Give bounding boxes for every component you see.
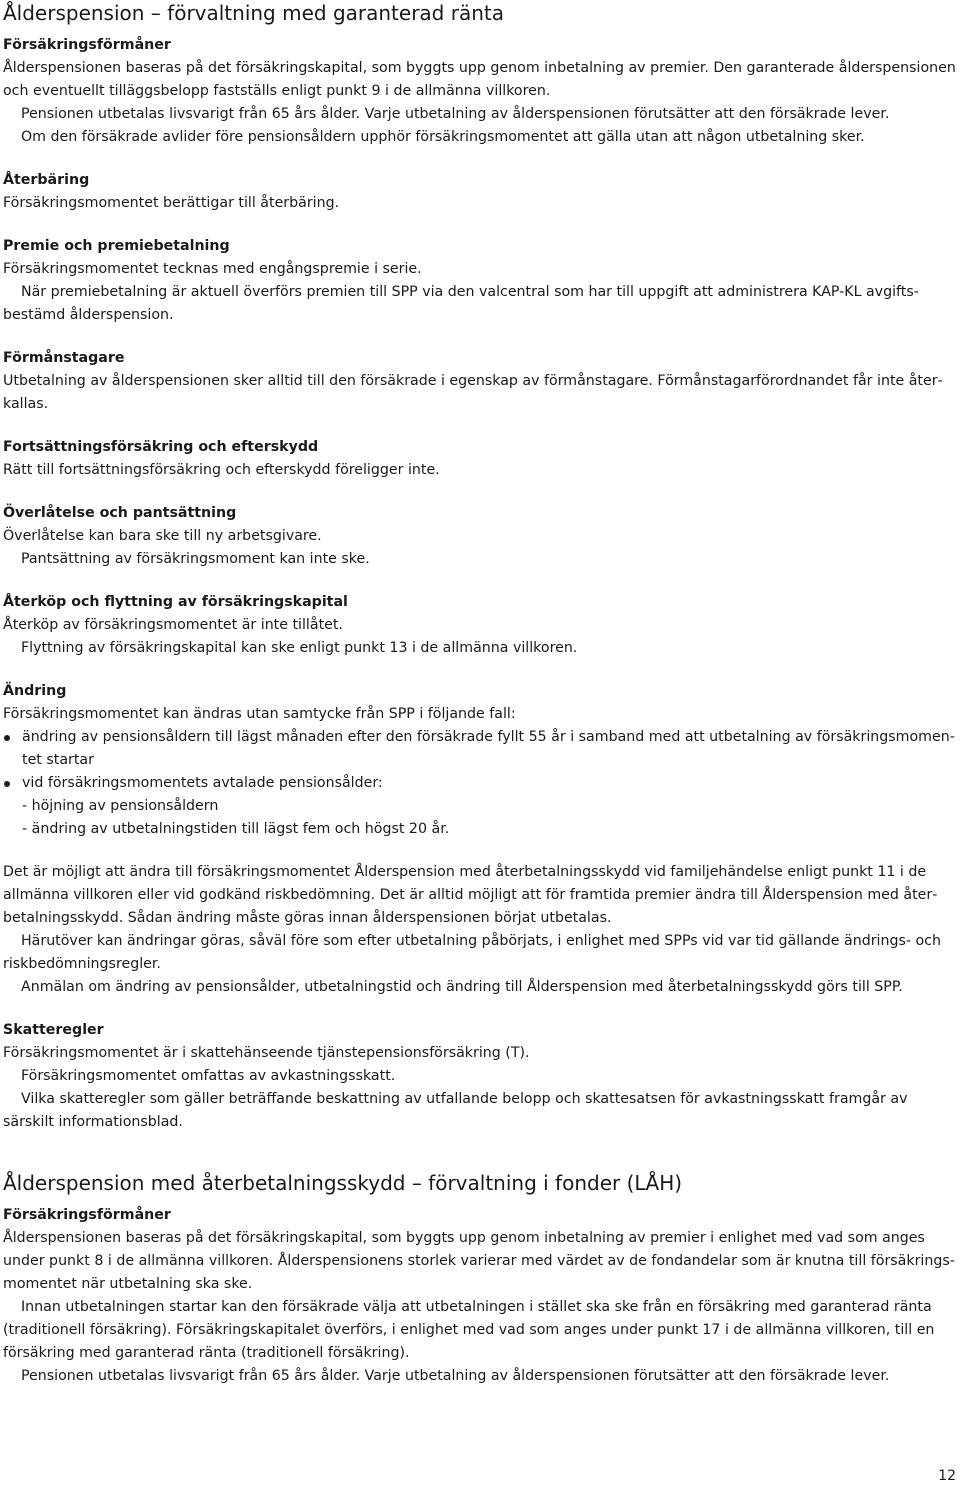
- section-title-funds: Ålderspension med återbetalningsskydd – förvaltning i fonder (LÅH): [3, 1171, 683, 1195]
- paragraph: Vilka skatteregler som gäller beträffande beskattning av utfallande belopp och skattesatsen för avkastningsskatt framgår av särskilt informationsblad.: [3, 1091, 908, 1130]
- paragraph: Flyttning av försäkringskapital kan ske enligt punkt 13 i de allmänna villkoren.: [21, 640, 578, 656]
- paragraph: Innan utbetalningen startar kan den försäkrade välja att utbetalningen i stället ska ske från en försäkring med garanterad ränta (traditionell försäkring). Försäkringskapitalet överförs, i enlighet med vad som anges under punkt 17 i de allmänna villkoren, till en försäkring med garanterad ränta (traditionell försäkring).: [3, 1299, 935, 1361]
- section-aterkop: [3, 591, 958, 660]
- paragraph: Överlåtelse kan bara ske till ny arbetsgivare.: [3, 528, 322, 544]
- heading-andring: Ändring: [3, 683, 67, 699]
- section-overlatelse: [3, 502, 958, 571]
- paragraph: Pantsättning av försäkringsmoment kan inte ske.: [21, 551, 370, 567]
- list-item-text: ändring av pensionsåldern till lägst månaden efter den försäkrade fyllt 55 år i samband med att utbetalning av försäkringsmomentet startar: [22, 729, 955, 768]
- page-number: 12: [938, 1468, 956, 1484]
- bullet-list: [3, 726, 958, 795]
- heading-formaner: Försäkringsförmåner: [3, 1207, 171, 1223]
- paragraph: Ålderspensionen baseras på det försäkringskapital, som byggts upp genom inbetalning av premier. Den garanterade ålderspensionen och eventuellt tilläggsbelopp fastställs enligt punkt 9 i de allmänna villkoren.: [3, 60, 956, 99]
- bullet-icon: [4, 781, 10, 787]
- paragraph: Försäkringsmomentet berättigar till återbäring.: [3, 195, 340, 211]
- paragraph: Utbetalning av ålderspensionen sker alltid till den försäkrade i egenskap av förmånstagare. Förmånstagarförordnandet får inte återkallas.: [3, 373, 943, 412]
- spacer: [3, 841, 958, 861]
- section-formaner-funds: [3, 1204, 958, 1388]
- section-aterbaring: [3, 169, 958, 215]
- heading-skatteregler: Skatteregler: [3, 1022, 104, 1038]
- list-item-text: vid försäkringsmomentets avtalade pensionsålder:: [22, 775, 383, 791]
- heading-formaner: Försäkringsförmåner: [3, 37, 171, 53]
- paragraph: Pensionen utbetalas livsvarigt från 65 års ålder. Varje utbetalning av ålderspensionen förutsätter att den försäkrade lever.: [21, 1368, 890, 1384]
- paragraph: Om den försäkrade avlider före pensionsåldern upphör försäkringsmomentet att gälla utan att någon utbetalning sker.: [21, 129, 865, 145]
- paragraph: Rätt till fortsättningsförsäkring och efterskydd föreligger inte.: [3, 462, 440, 478]
- list-item: [3, 772, 958, 795]
- heading-aterkop: Återköp och flyttning av försäkringskapital: [3, 594, 348, 610]
- section-skatteregler: [3, 1019, 958, 1134]
- paragraph: När premiebetalning är aktuell överförs premien till SPP via den valcentral som har till uppgift att administrera KAP-KL avgiftsbestämd ålderspension.: [3, 284, 919, 323]
- heading-formanstagare: Förmånstagare: [3, 350, 125, 366]
- heading-fortsattning: Fortsättningsförsäkring och efterskydd: [3, 439, 319, 455]
- heading-overlatelse: Överlåtelse och pantsättning: [3, 505, 237, 521]
- bullet-icon: [4, 735, 10, 741]
- document-page: [3, 0, 958, 1408]
- paragraph: Det är möjligt att ändra till försäkringsmomentet Ålderspension med återbetalningsskydd vid familjehändelse enligt punkt 11 i de allmänna villkoren eller vid godkänd riskbedömning. Det är alltid möjligt att för framtida premier ändra till Ålderspension med återbetalningsskydd. Sådan ändring måste göras innan ålderspensionen börjat utbetalas.: [3, 864, 938, 926]
- section-title-guaranteed: Ålderspension – förvaltning med garanterad ränta: [3, 1, 504, 25]
- section-formanstagare: [3, 347, 958, 416]
- sub-item: - höjning av pensionsåldern: [22, 798, 219, 814]
- paragraph: Försäkringsmomentet omfattas av avkastningsskatt.: [21, 1068, 396, 1084]
- paragraph: Försäkringsmomentet är i skattehänseende tjänstepensionsförsäkring (T).: [3, 1045, 530, 1061]
- paragraph: Återköp av försäkringsmomentet är inte tillåtet.: [3, 617, 343, 633]
- paragraph: Pensionen utbetalas livsvarigt från 65 års ålder. Varje utbetalning av ålderspensionen förutsätter att den försäkrade lever.: [21, 106, 890, 122]
- heading-aterbaring: Återbäring: [3, 172, 90, 188]
- list-item: [3, 726, 958, 772]
- section-premie: [3, 235, 958, 327]
- sub-item: - ändring av utbetalningstiden till lägst fem och högst 20 år.: [22, 821, 450, 837]
- paragraph: Anmälan om ändring av pensionsålder, utbetalningstid och ändring till Ålderspension med återbetalningsskydd görs till SPP.: [21, 979, 903, 995]
- paragraph: Försäkringsmomentet tecknas med engångspremie i serie.: [3, 261, 422, 277]
- heading-premie: Premie och premiebetalning: [3, 238, 230, 254]
- section-formaner: [3, 34, 958, 149]
- paragraph: Ålderspensionen baseras på det försäkringskapital, som byggts upp genom inbetalning av premier i enlighet med vad som anges under punkt 8 i de allmänna villkoren. Ålderspensionens storlek varierar med värdet av de fondandelar som är knutna till försäkringsmomentet när utbetalning ska ske.: [3, 1230, 955, 1292]
- section-andring: [3, 680, 958, 999]
- section-fortsattning: [3, 436, 958, 482]
- paragraph: Försäkringsmomentet kan ändras utan samtycke från SPP i följande fall:: [3, 706, 516, 722]
- paragraph: Härutöver kan ändringar göras, såväl före som efter utbetalning påbörjats, i enlighet med SPPs vid var tid gällande ändrings- och riskbedömningsregler.: [3, 933, 941, 972]
